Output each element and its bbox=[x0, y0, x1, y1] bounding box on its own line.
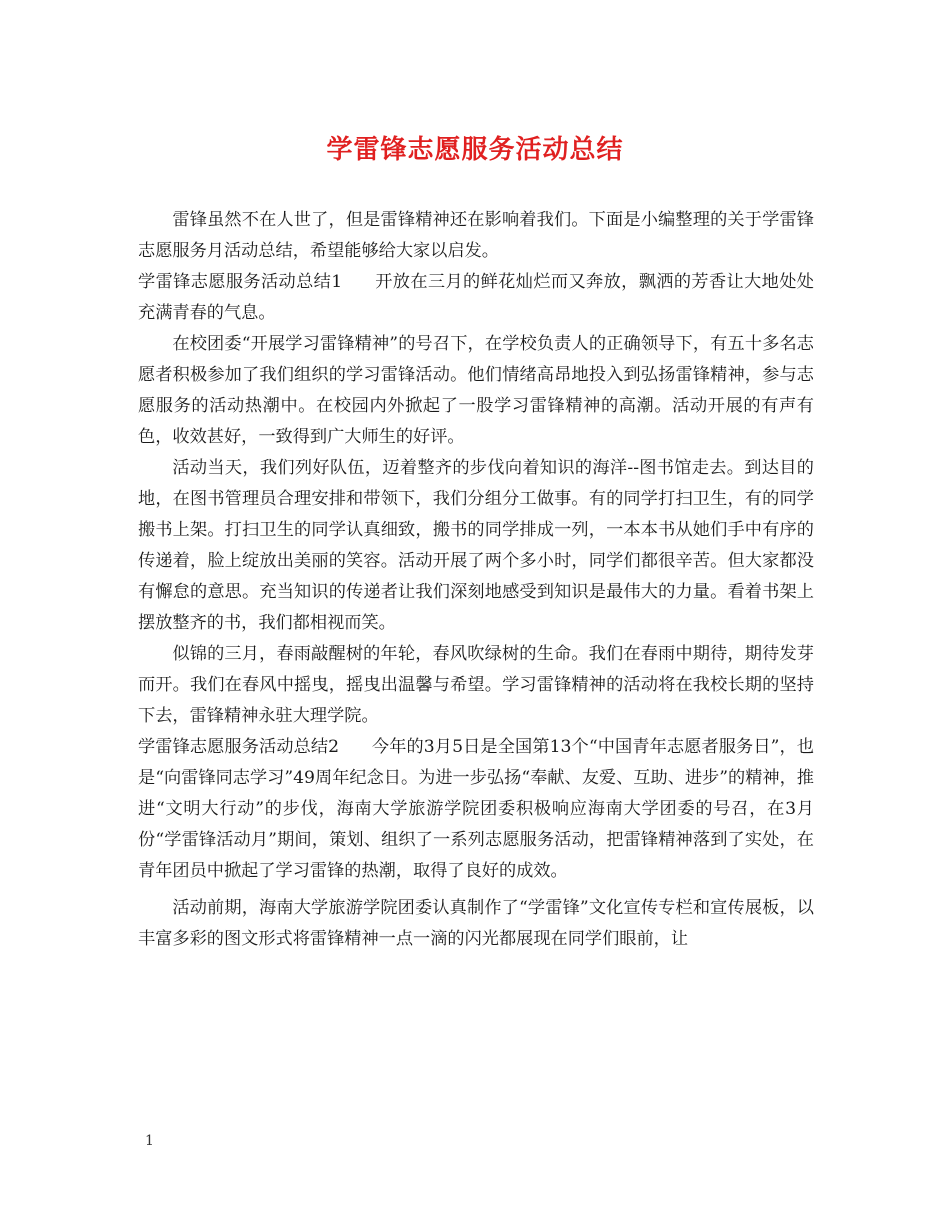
section-2-heading: 学雷锋志愿服务活动总结2 bbox=[138, 737, 340, 757]
document-title: 学雷锋志愿服务活动总结 bbox=[326, 135, 624, 165]
section-2-lead-paragraph bbox=[138, 732, 814, 887]
section-2-paragraph: 活动前期，海南大学旅游学院团委认真制作了“学雷锋”文化宣传专栏和宣传展板，以丰富多彩的图文形式将雷锋精神一点一滴的闪光都展现在同学们眼前，让 bbox=[138, 898, 814, 949]
section-1-paragraph: 在校团委“开展学习雷锋精神”的号召下，在学校负责人的正确领导下，有五十多名志愿者积极参加了我们组织的学习雷锋活动。他们情绪高昂地投入到弘扬雷锋精神，参与志愿服务的活动热潮中。在校园内外掀起了一股学习雷锋精神的高潮。活动开展的有声有色，收效甚好，一致得到广大师生的好评。 bbox=[138, 334, 814, 447]
section-1-paragraph: 似锦的三月，春雨敲醒树的年轮，春风吹绿树的生命。我们在春雨中期待，期待发芽而开。我们在春风中摇曳，摇曳出温馨与希望。学习雷锋精神的活动将在我校长期的坚持下去，雷锋精神永驻大理学院。 bbox=[138, 644, 814, 726]
section-1-heading: 学雷锋志愿服务活动总结1 bbox=[138, 272, 343, 292]
section-2-lead-text: 今年的3月5日是全国第13个“中国青年志愿者服务日”，也是“向雷锋同志学习”49周年纪念日。为进一步弘扬“奉献、友爱、互助、进步”的精神，推进“文明大行动”的步伐，海南大学旅游学院团委积极响应海南大学团委的号召，在3月份“学雷锋活动月”期间，策划、组织了一系列志愿服务活动，把雷锋精神落到了实处，在青年团员中掀起了学习雷锋的热潮，取得了良好的成效。 bbox=[138, 737, 814, 881]
section-1-lead-text: 开放在三月的鲜花灿烂而又奔放，飘洒的芳香让大地处处充满青春的气息。 bbox=[138, 272, 814, 323]
page-number: 1 bbox=[145, 1133, 154, 1149]
section-1-lead-paragraph bbox=[138, 267, 814, 329]
document-body bbox=[138, 205, 814, 955]
intro-paragraph: 雷锋虽然不在人世了，但是雷锋精神还在影响着我们。下面是小编整理的关于学雷锋志愿服务月活动总结，希望能够给大家以启发。 bbox=[138, 210, 814, 261]
section-1-paragraph: 活动当天，我们列好队伍，迈着整齐的步伐向着知识的海洋--图书馆走去。到达目的地，在图书管理员合理安排和带领下，我们分组分工做事。有的同学打扫卫生，有的同学搬书上架。打扫卫生的同学认真细致，搬书的同学排成一列，一本本书从她们手中有序的传递着，脸上绽放出美丽的笑容。活动开展了两个多小时，同学们都很辛苦。但大家都没有懈怠的意思。充当知识的传递者让我们深刻地感受到知识是最伟大的力量。看着书架上摆放整齐的书，我们都相视而笑。 bbox=[138, 458, 814, 633]
